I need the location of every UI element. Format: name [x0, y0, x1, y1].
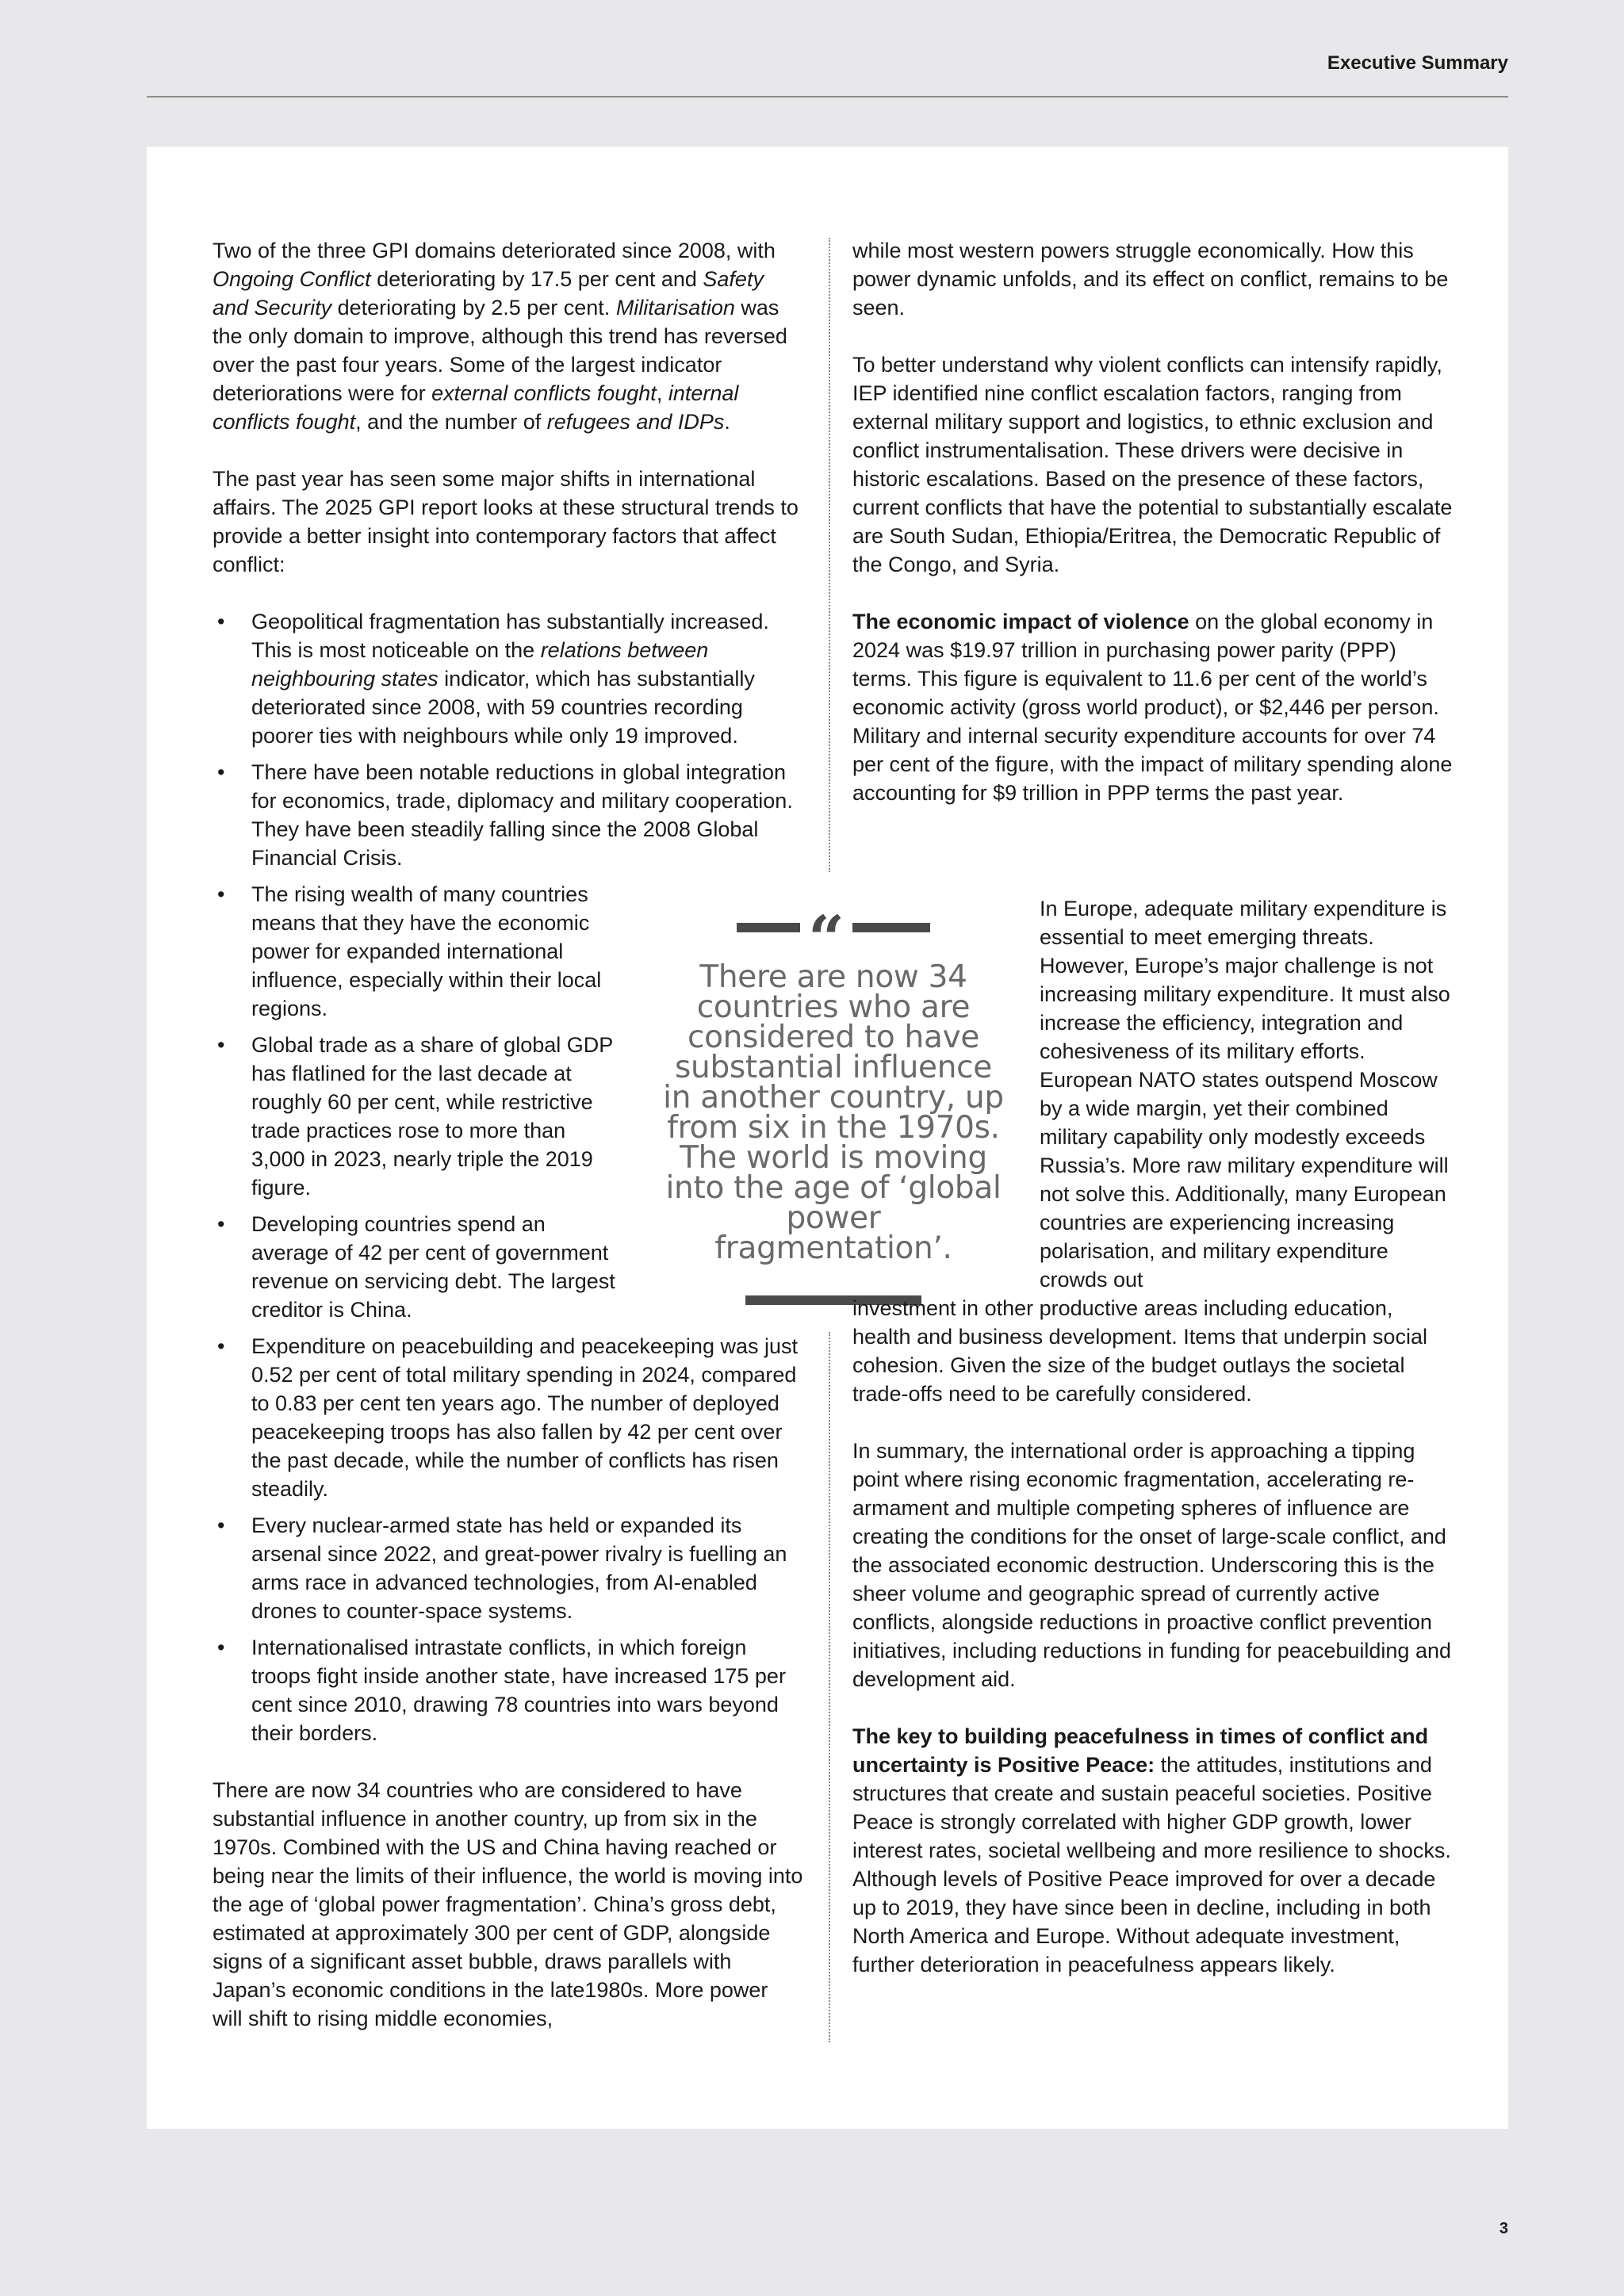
quote-bar-left — [737, 923, 800, 932]
left-paragraph-2: The past year has seen some major shifts in international affairs. The 2025 GPI report looks at these structural trends to provide a better insight into contemporary factors that affect conflict: — [213, 467, 799, 576]
right-paragraph-2: To better understand why violent conflicts can intensify rapidly, IEP identified nine conflict escalation factors, ranging from external military support and logistics, to ethnic exclusion and conflict instrumentalisation. These drivers were decisive in historic escalations. Based on the presence of these factors, current conflicts that have the potential to substantially escalate are South Sudan, Ethiopia/Eritrea, the Democratic Republic of the Congo, and Syria. — [852, 353, 1453, 576]
left-paragraph-1 — [213, 236, 803, 436]
left.bullets.4-run: Developing countries spend an average of 42 per cent of government revenue on servicing debt. The largest creditor is China. — [251, 1212, 615, 1322]
left.bullets.3-run: Global trade as a share of global GDP has flatlined for the last decade at roughly 60 per cent, while restrictive trade practices rose to more than 3,000 in 2023, nearly triple the 2019 figure. — [251, 1033, 613, 1200]
left.p1-run: . — [724, 410, 730, 434]
header-rule — [147, 96, 1508, 98]
left.bullets.2-run: The rising wealth of many countries means that they have the economic power for expanded international influence, especially within their local regions. — [251, 882, 602, 1020]
right-paragraph-6 — [852, 1722, 1455, 1979]
bullet-item — [213, 1031, 616, 1202]
bullet-item — [213, 1210, 616, 1324]
left.p1-run: , and the number of — [355, 410, 547, 434]
left.p1-run: Ongoing Conflict — [213, 267, 371, 291]
header-title: Executive Summary — [1327, 52, 1508, 74]
left.p1-run: Two of the three GPI domains deteriorated since 2008, with — [213, 239, 776, 262]
right-paragraph-4-wrap — [1040, 894, 1454, 1294]
left.p1-run: , — [656, 381, 668, 405]
left.p1-run: deteriorating by 17.5 per cent and — [370, 267, 703, 291]
page-number: 3 — [1499, 2220, 1508, 2237]
positive-peace-heading: The key to building peacefulness in times of conflict and uncertainty is Positive Peace: — [852, 1724, 1429, 1777]
left.bullets.0-run: indicator, which has substantially deteriorated since 2008, with 59 countries recording poorer ties with neighbours while only 19 improved. — [251, 667, 755, 748]
bullet-item — [213, 1332, 803, 1503]
bullet-item — [213, 880, 616, 1023]
left.p1-run: refugees and IDPs — [546, 410, 725, 434]
right-paragraph-4-bottom: investment in other productive areas including education, health and business development. Items that underpin social cohesion. Given the size of the budget outlays the societal trade-offs need to be carefully considered. — [852, 1296, 1427, 1406]
left.bullets.0-run: relations between neighbouring states — [251, 638, 709, 691]
economic-impact-heading: The economic impact of violence — [852, 610, 1189, 633]
right-paragraph-1: while most western powers struggle economically. How this power dynamic unfolds, and its effect on conflict, remains to be seen. — [852, 239, 1449, 320]
left.bullets.0-run: Geopolitical fragmentation has substantially increased. This is most noticeable on the — [251, 610, 769, 662]
column-divider — [829, 238, 830, 872]
left-paragraph-3: There are now 34 countries who are considered to have substantial influence in another country, up from six in the 1970s. Combined with the US and China having reached or being near the limits of their influence, the world is moving into the age of ‘global power fragmentation’. China’s gross debt, estimated at approximately 300 per cent of GDP, alongside signs of a significant asset bubble, draws parallels with Japan’s economic conditions in the late1980s. More power will shift to rising middle economies, — [213, 1778, 803, 2030]
right-paragraph-5: In summary, the international order is approaching a tipping point where rising economic fragmentation, accelerating re-armament and multiple competing spheres of influence are creating the conditions for the onset of large-scale conflict, and the associated economic destruction. Underscoring this is the sheer volume and geographic spread of currently active conflicts, alongside reductions in proactive conflict prevention initiatives, including reductions in funding for peacebuilding and development aid. — [852, 1439, 1451, 1691]
pull-quote — [663, 901, 1004, 1305]
bullet-item — [213, 1511, 803, 1625]
left.p1-run: external conflicts fought — [431, 381, 657, 405]
quote-bar-right — [852, 923, 930, 932]
bullet-item — [213, 1633, 803, 1747]
left.bullets.7-run: Internationalised intrastate conflicts, in which foreign troops fight inside another state, have increased 175 per cent since 2010, drawing 78 countries into wars beyond their borders. — [251, 1636, 786, 1745]
bullet-item — [213, 607, 803, 750]
right-column-lower — [852, 1294, 1455, 1979]
quote-mark-icon: “ — [807, 901, 845, 976]
right-paragraph-3 — [852, 607, 1455, 807]
left.p1-run: deteriorating by 2.5 per cent. — [331, 296, 616, 320]
positive-peace-text: the attitudes, institutions and structures that create and sustain peaceful societies. Positive Peace is strongly correlated with higher GDP growth, lower interest rates, societal wellbeing and more resilience to shocks. Although levels of Positive Peace improved for over a decade up to 2019, they have since been in decline, including in both North America and Europe. Without adequate investment, further deterioration in peacefulness appears likely. — [852, 1753, 1451, 1976]
left.p1-run: Militarisation — [615, 296, 735, 320]
left.bullets.1-run: There have been notable reductions in global integration for economics, trade, diplomacy and military cooperation. They have been steadily falling since the 2008 Global Financial Crisis. — [251, 760, 793, 870]
left.p1-run: Safety and Security — [213, 267, 764, 320]
right-paragraph-4-top: In Europe, adequate military expenditure is essential to meet emerging threats. However, Europe’s major challenge is not increasing military expenditure. It must also increase the efficiency, integration and cohesiveness of its military efforts. European NATO states outspend Moscow by a wide margin, yet their combined military capability only modestly exceeds Russia’s. More raw military expenditure will not solve this. Additionally, many European countries are experiencing increasing polarisation, and military expenditure crowds out — [1040, 897, 1450, 1292]
pull-quote-text: There are now 34 countries who are considered to have substantial influence in another country, up from six in the 1970s. The world is moving into the age of ‘global power fragmentation’. — [663, 959, 1004, 1266]
left.bullets.5-run: Expenditure on peacebuilding and peacekeeping was just 0.52 per cent of total military spending in 2024, compared to 0.83 per cent ten years ago. The number of deployed peacekeeping troops has also fallen by 42 per cent over the past decade, while the number of conflicts has risen steadily. — [251, 1334, 799, 1501]
left.p1-run: was the only domain to improve, although this trend has reversed over the past four years. Some of the largest indicator deteriorations were for — [213, 296, 787, 405]
left.bullets.6-run: Every nuclear-armed state has held or expanded its arsenal since 2022, and great-power rivalry is fuelling an arms race in advanced technologies, from AI-enabled drones to counter-space systems. — [251, 1513, 787, 1623]
right-column — [852, 236, 1455, 807]
column-divider — [829, 1332, 830, 2042]
bullet-item — [213, 758, 803, 872]
left.p1-run: internal conflicts fought — [213, 381, 739, 434]
economic-impact-text: on the global economy in 2024 was $19.97 trillion in purchasing power parity (PPP) terms. This figure is equivalent to 11.6 per cent of the world’s economic activity (gross world product), or $2,446 per person. Military and internal security expenditure accounts for over 74 per cent of the figure, with the impact of military spending alone accounting for $9 trillion in PPP terms the past year. — [852, 610, 1453, 805]
